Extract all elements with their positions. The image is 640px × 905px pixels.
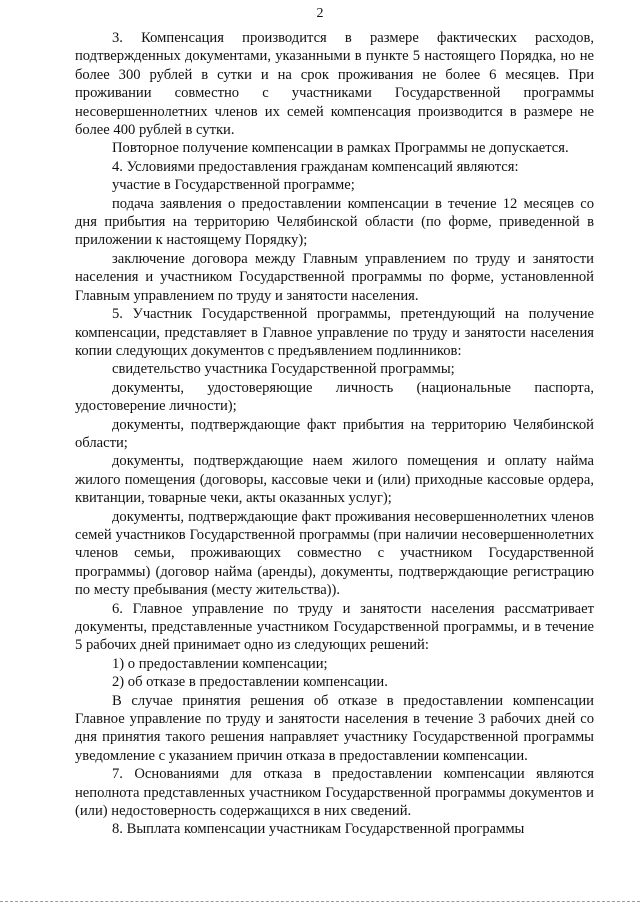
- scan-edge-line: [0, 901, 640, 902]
- doc-rent: документы, подтверждающие наем жилого помещения и оплату найма жилого помещения (договоры, кассовые чеки и (или) приходные кассовые ордера, квитанции, товарные чеки, акты оказанных услуг);: [75, 453, 594, 507]
- decision-refuse: 2) об отказе в предоставлении компенсации.: [112, 674, 388, 691]
- paragraph-7: 7. Основаниями для отказа в предоставлении компенсации являются неполнота представленных участником Государственной программы документов и (или) недостоверность содержащихся в них сведений.: [75, 766, 594, 820]
- paragraph-4: 4. Условиями предоставления гражданам компенсаций являются:: [112, 158, 519, 175]
- page-number: 2: [316, 6, 324, 21]
- paragraph-3: 3. Компенсация производится в размере фактических расходов, подтвержденных документами, указанными в пункте 5 настоящего Порядка, но не более 300 рублей в сутки и на срок проживания не более 6 месяцев. При проживании совместно с участниками Государственной программы несовершеннолетних членов их семей компенсация производится в размере не более 400 рублей в сутки.: [75, 30, 594, 139]
- doc-certificate: свидетельство участника Государственной программы;: [112, 361, 455, 378]
- paragraph-6: 6. Главное управление по труду и занятости населения рассматривает документы, представленные участником Государственной программы, и в течение 5 рабочих дней принимает одно из следующих решений:: [75, 600, 594, 654]
- decision-grant: 1) о предоставлении компенсации;: [112, 655, 328, 672]
- paragraph-5: 5. Участник Государственной программы, претендующий на получение компенсации, представляет в Главное управление по труду и занятости населения копии следующих документов с предъявлением подлинников:: [75, 306, 594, 359]
- doc-arrival: документы, подтверждающие факт прибытия на территорию Челябинской области;: [75, 416, 594, 451]
- doc-identity: документы, удостоверяющие личность (национальные паспорта, удостоверение личности);: [75, 379, 594, 415]
- refusal-notice: В случае принятия решения об отказе в предоставлении компенсации Главное управление по труду и занятости населения в течение 3 рабочих дней со дня принятия такого решения направляет участнику Государственной программы уведомление с указанием причин отказа в предоставлении компенсации.: [75, 692, 594, 764]
- document-body: [75, 29, 594, 839]
- condition-contract: заключение договора между Главным управлением по труду и занятости населения и участником Государственной программы по форме, установленной Главным управлением по труду и занятости населения.: [75, 250, 594, 304]
- paragraph-no-repeat: Повторное получение компенсации в рамках Программы не допускается.: [112, 140, 569, 157]
- condition-participation: участие в Государственной программе;: [112, 177, 355, 194]
- doc-minors: документы, подтверждающие факт проживания несовершеннолетних членов семей участников Государственной программы (при наличии несовершеннолетних членов семьи, проживающих совместно с участником Государственной программы) (договор найма (аренды), документы, подтверждающие регистрацию по месту пребывания (месту жительства)).: [75, 508, 594, 599]
- condition-application: подача заявления о предоставлении компенсации в течение 12 месяцев со дня прибытия на территорию Челябинской области (по форме, приведенной в приложении к настоящему Порядку);: [75, 195, 594, 249]
- paragraph-8: 8. Выплата компенсации участникам Государственной программы: [112, 821, 525, 838]
